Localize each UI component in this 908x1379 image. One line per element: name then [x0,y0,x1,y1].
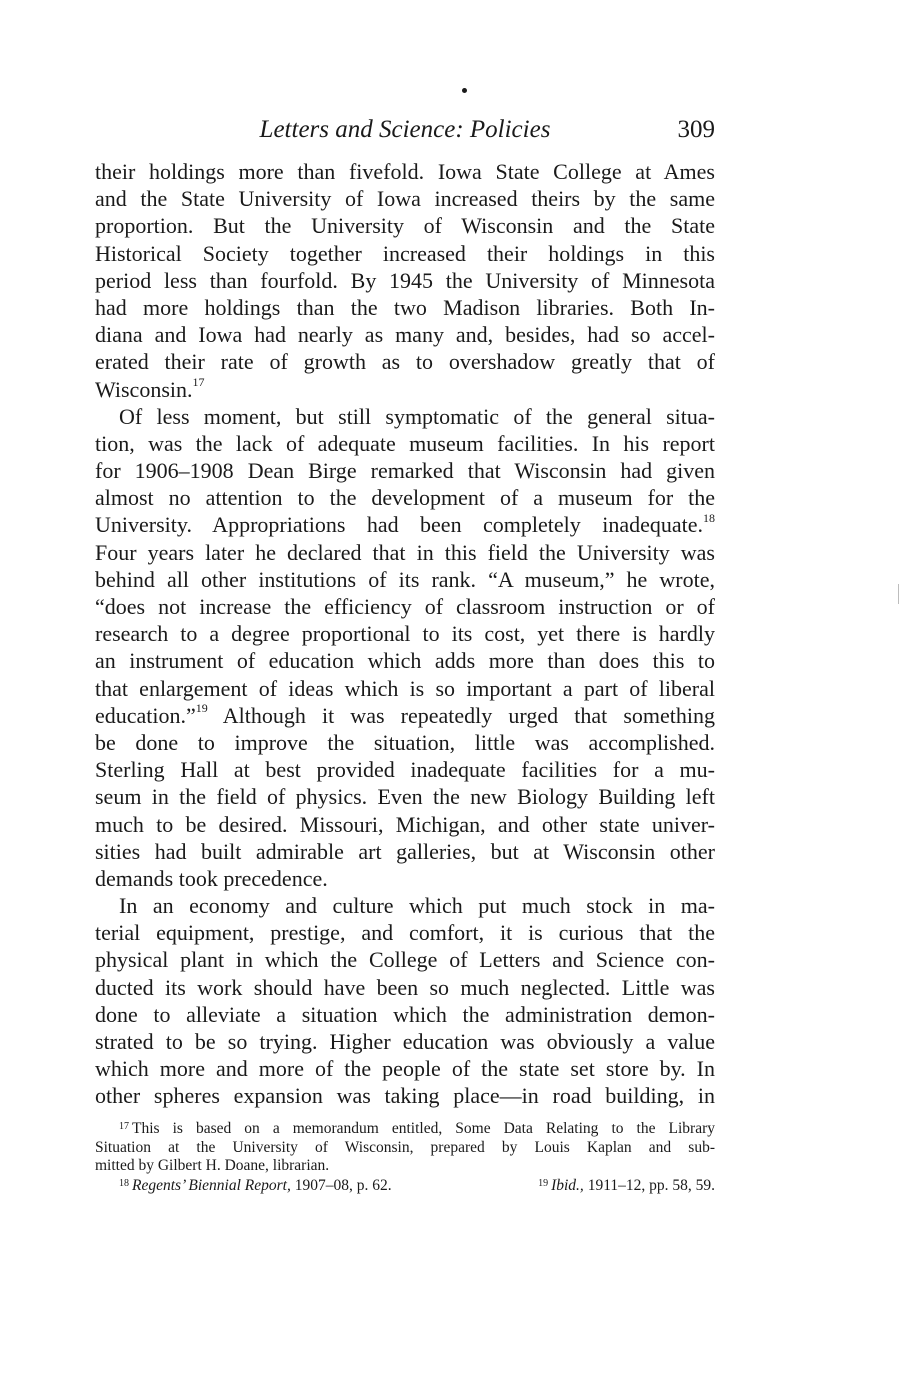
footnote-19 [538,1176,715,1195]
footnote-17 [95,1120,715,1139]
text-line: Historical Society together increased their holdings in this [95,240,715,266]
text-line: for 1906–1908 Dean Birge remarked that Wisconsin had given [95,458,715,484]
text-line: sities had built admirable art galleries, but at Wisconsin other [95,838,715,864]
text-line: had more holdings than the two Madison libraries. Both In- [95,294,715,320]
text-line [95,511,715,538]
text-line: “does not increase the efficiency of classroom instruction or of [95,594,715,619]
footnote-row [95,1176,715,1195]
text-line: which more and more of the people of the state set store by. In [95,1056,715,1082]
text-line: ducted its work should have been so much neglected. Little was [95,974,715,1000]
footnote-marker: 19 [538,1177,549,1189]
margin-mark [898,584,899,604]
footnote-ref-19: 19 [195,701,208,716]
text-line: strated to be so trying. Higher education was obviously a value [95,1029,715,1054]
text-line: that enlargement of ideas which is so important a part of liberal [95,675,715,701]
text-line: be done to improve the situation, little was accomplished. [95,729,715,755]
footnote-ref-18: 18 [703,511,715,526]
text-line [95,376,715,403]
text-line: research to a degree proportional to its cost, yet there is hardly [95,621,715,647]
text-line: terial equipment, prestige, and comfort, it is curious that the [95,920,715,946]
running-title: Letters and Science: Policies [259,116,551,143]
footnote-title: Regents’ Biennial Report, [132,1176,291,1194]
footnote-marker: 18 [119,1177,129,1189]
text-line: Sterling Hall at best provided inadequate facilities for a mu- [95,757,715,783]
text-line: diana and Iowa had nearly as many and, besides, had so accel- [95,322,715,348]
printer-mark-dot [462,88,467,93]
text-segment: Although it was repeatedly urged that something [207,702,715,728]
footnote-text: This is based on a memorandum entitled, Some Data Relating to the Library [132,1120,715,1137]
text-line: demands took precedence. [95,865,328,891]
body-text [95,158,715,1110]
footnote-17-line: Situation at the University of Wisconsin, prepared by Louis Kaplan and sub- [95,1138,715,1156]
footnote-17-line: mitted by Gilbert H. Doane, librarian. [95,1157,330,1174]
footnote-ref-17: 17 [192,375,205,390]
text-line [95,702,715,729]
text-segment: Wisconsin. [95,376,193,402]
footnote-18 [95,1176,392,1195]
text-line: behind all other institutions of its rank. “A museum,” he wrote, [95,566,715,592]
text-segment: University. Appropriations had been completely inadequate. [95,512,703,538]
running-head [95,114,715,146]
footnote-text: 1907–08, p. 62. [290,1176,392,1194]
text-line: and the State University of Iowa increased theirs by the same [95,186,715,212]
page-number: 309 [677,116,715,143]
text-line: Four years later he declared that in this field the University was [95,539,715,565]
text-line: an instrument of education which adds more than does this to [95,648,715,674]
text-line: seum in the field of physics. Even the new Biology Building left [95,784,715,810]
text-line: other spheres expansion was taking place—in road building, in [95,1083,715,1109]
text-line: period less than fourfold. By 1945 the University of Minnesota [95,267,715,293]
text-segment: education.” [95,702,196,728]
text-line: done to alleviate a situation which the administration demon- [95,1001,715,1027]
text-line: almost no attention to the development of a museum for the [95,485,715,511]
footnotes [95,1120,715,1195]
text-line: much to be desired. Missouri, Michigan, and other state univer- [95,811,715,837]
text-line: physical plant in which the College of Letters and Science con- [95,947,715,973]
footnote-marker: 17 [119,1121,129,1132]
text-line: tion, was the lack of adequate museum facilities. In his report [95,430,715,456]
text-line: Of less moment, but still symptomatic of the general situa- [119,403,715,429]
text-line: erated their rate of growth as to overshadow greatly that of [95,349,715,375]
footnote-text: 1911–12, pp. 58, 59. [583,1176,715,1194]
text-line: In an economy and culture which put much stock in ma- [119,893,715,919]
footnote-title: Ibid., [551,1176,584,1194]
text-line: their holdings more than fivefold. Iowa State College at Ames [95,159,715,184]
text-line: proportion. But the University of Wisconsin and the State [95,213,715,239]
